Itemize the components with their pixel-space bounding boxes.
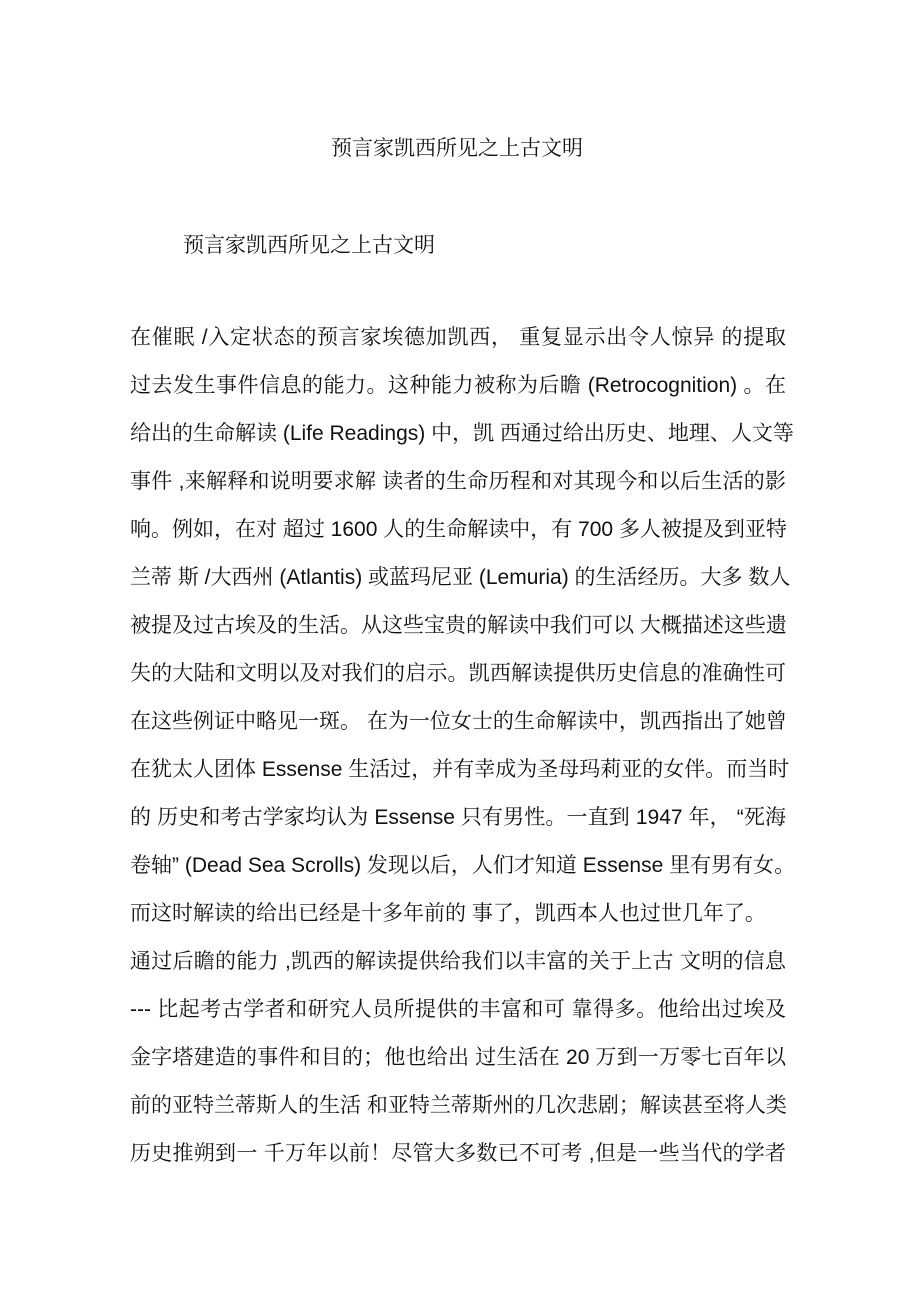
- document-title: 预言家凯西所见之上古文明: [331, 137, 583, 160]
- paragraph-line: 响。例如，在对 超过 1600 人的生命解读中，有 700 多人被提及到亚特: [130, 518, 787, 541]
- paragraph-line: 失的大陆和文明以及对我们的启示。凯西解读提供历史信息的准确性可: [130, 662, 786, 685]
- paragraph-line: --- 比起考古学者和研究人员所提供的丰富和可 靠得多。他给出过埃及: [130, 998, 786, 1021]
- paragraph-line: 事件 ,来解释和说明要求解 读者的生命历程和对其现今和以后生活的影: [130, 470, 786, 493]
- paragraph-line: 而这时解读的给出已经是十多年前的 事了，凯西本人也过世几年了。: [130, 902, 766, 925]
- paragraph-line: 卷轴” (Dead Sea Scrolls) 发现以后，人们才知道 Essense 里有男有女。: [130, 854, 796, 877]
- document-body: [130, 322, 796, 1186]
- paragraph-line: 通过后瞻的能力 ,凯西的解读提供给我们以丰富的关于上古 文明的信息: [130, 950, 786, 973]
- paragraph-line: 在这些例证中略见一斑。 在为一位女士的生命解读中，凯西指出了她曾: [130, 710, 787, 733]
- paragraph-line: 在犹太人团体 Essense 生活过，并有幸成为圣母玛莉亚的女伴。而当时: [130, 758, 790, 781]
- document-subtitle: 预言家凯西所见之上古文明: [183, 234, 435, 257]
- paragraph-line: 的 历史和考古学家均认为 Essense 只有男性。一直到 1947 年， “死海: [130, 806, 786, 829]
- paragraph-line: 历史推朔到一 千万年以前！尽管大多数已不可考 ,但是一些当代的学者: [130, 1142, 786, 1165]
- paragraph-line: 给出的生命解读 (Life Readings) 中，凯 西通过给出历史、地理、人文等: [130, 422, 794, 445]
- paragraph-line: 过去发生事件信息的能力。这种能力被称为后瞻 (Retrocognition) 。在: [130, 374, 786, 397]
- paragraph-line: 被提及过古埃及的生活。从这些宝贵的解读中我们可以 大概描述这些遗: [130, 614, 787, 637]
- paragraph-line: 金字塔建造的事件和目的；他也给出 过生活在 20 万到一万零七百年以: [130, 1046, 786, 1069]
- paragraph-line: 前的亚特兰蒂斯人的生活 和亚特兰蒂斯州的几次悲剧；解读甚至将人类: [130, 1094, 787, 1117]
- paragraph-line: 兰蒂 斯 /大西州 (Atlantis) 或蓝玛尼亚 (Lemuria) 的生活经历。大多 数人: [130, 566, 791, 589]
- paragraph-line: 在催眠 /入定状态的预言家埃德加凯西， 重复显示出令人惊异 的提取: [130, 326, 786, 349]
